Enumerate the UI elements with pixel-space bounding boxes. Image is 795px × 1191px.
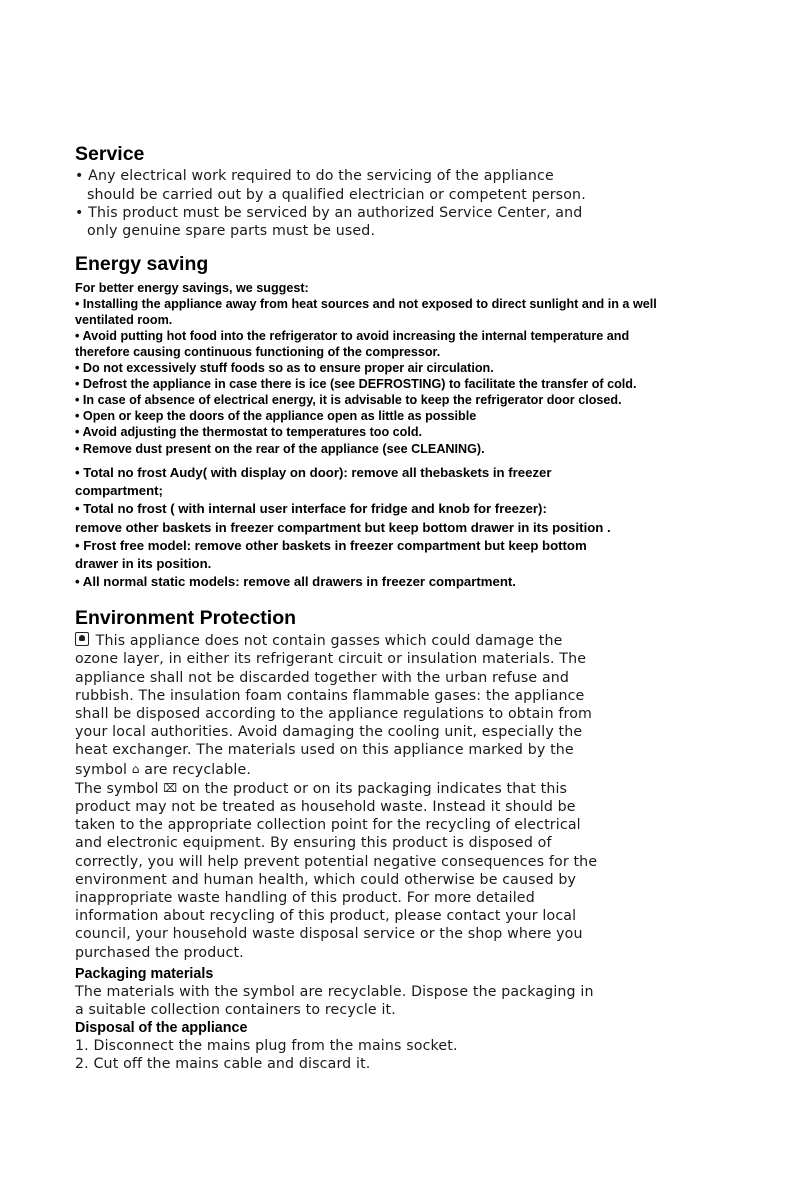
ozone-safe-icon [75, 632, 89, 646]
energy-line: • Defrost the appliance in case there is ice (see DEFROSTING) to facilitate the transfer of cold. [75, 377, 637, 392]
energy-line: • Do not excessively stuff foods so as to ensure proper air circulation. [75, 361, 494, 376]
freezer-note-line: • Total no frost Audy( with display on door): remove all thebaskets in freezer [75, 464, 552, 480]
packaging-heading: Packaging materials [75, 965, 214, 982]
service-heading: Service [75, 143, 145, 165]
freezer-note-line: • Frost free model: remove other baskets in freezer compartment but keep bottom [75, 537, 587, 553]
environment-line: The symbol [75, 780, 164, 797]
environment-heading: Environment Protection [75, 606, 297, 629]
environment-line: on the product or on its packaging indicates that this [177, 780, 568, 797]
energy-line: ventilated room. [75, 312, 173, 327]
recycle-mark-icon: ⌂ [131, 761, 140, 776]
energy-tips [75, 280, 765, 457]
freezer-basket-notes [75, 464, 765, 592]
disposal-step: 2. Cut off the mains cable and discard it. [75, 1056, 371, 1073]
service-line: • Any electrical work required to do the servicing of the appliance [75, 168, 554, 185]
environment-line: ozone layer, in either its refrigerant circuit or insulation materials. The [75, 651, 587, 668]
energy-line: therefore causing continuous functioning of the compressor. [75, 344, 441, 359]
energy-line: • Installing the appliance away from heat sources and not exposed to direct sunlight and in a well [75, 296, 657, 311]
environment-line: appliance shall not be discarded together with the urban refuse and [75, 669, 570, 686]
energy-line: For better energy savings, we suggest: [75, 280, 309, 295]
freezer-note-line: • All normal static models: remove all drawers in freezer compartment. [75, 574, 516, 590]
environment-line: symbol [75, 761, 132, 778]
freezer-note-line: remove other baskets in freezer compartment but keep bottom drawer in its position . [75, 519, 611, 535]
energy-line: • Open or keep the doors of the appliance open as little as possible [75, 409, 477, 424]
packaging-line: The materials with the symbol are recyclable. Dispose the packaging in [75, 983, 594, 1000]
weee-bin-icon: ⌧ [163, 780, 178, 795]
freezer-note-line: compartment; [75, 482, 163, 498]
environment-line: information about recycling of this product, please contact your local [75, 908, 577, 925]
service-line: should be carried out by a qualified electrician or competent person. [87, 186, 586, 203]
packaging-line: a suitable collection containers to recycle it. [75, 1001, 396, 1018]
freezer-note-line: • Total no frost ( with internal user interface for fridge and knob for freezer): [75, 501, 547, 517]
environment-line: your local authorities. Avoid damaging the cooling unit, especially the [75, 724, 583, 741]
environment-line: shall be disposed according to the appliance regulations to obtain from [75, 705, 593, 722]
service-line: • This product must be serviced by an authorized Service Center, and [75, 204, 583, 221]
disposal-heading: Disposal of the appliance [75, 1020, 248, 1037]
environment-line: are recyclable. [139, 761, 252, 778]
environment-line: environment and human health, which could otherwise be caused by [75, 871, 577, 888]
service-line: only genuine spare parts must be used. [87, 223, 376, 239]
energy-heading: Energy saving [75, 253, 209, 276]
service-text [75, 167, 765, 240]
packaging-text [75, 983, 765, 1019]
environment-line: taken to the appropriate collection point for the recycling of electrical [75, 817, 581, 834]
energy-line: • In case of absence of electrical energy, it is advisable to keep the refrigerator door closed. [75, 393, 622, 408]
environment-line: correctly, you will help prevent potential negative consequences for the [75, 853, 598, 870]
freezer-note-line: drawer in its position. [75, 556, 212, 572]
environment-line: This appliance does not contain gasses which could damage the [91, 633, 563, 650]
environment-line: purchased the product. [75, 944, 244, 961]
energy-line: • Remove dust present on the rear of the appliance (see CLEANING). [75, 441, 485, 456]
environment-line: rubbish. The insulation foam contains flammable gases: the appliance [75, 687, 585, 704]
environment-line: council, your household waste disposal service or the shop where you [75, 926, 583, 943]
environment-text [75, 632, 765, 962]
environment-line: inappropriate waste handling of this product. For more detailed [75, 889, 535, 906]
disposal-step: 1. Disconnect the mains plug from the mains socket. [75, 1038, 458, 1055]
environment-line: and electronic equipment. By ensuring this product is disposed of [75, 835, 552, 852]
disposal-steps [75, 1037, 765, 1073]
manual-page [75, 143, 765, 1074]
energy-line: • Avoid adjusting the thermostat to temperatures too cold. [75, 425, 423, 440]
environment-line: product may not be treated as household waste. Instead it should be [75, 798, 576, 815]
energy-line: • Avoid putting hot food into the refrigerator to avoid increasing the internal temperature and [75, 328, 630, 343]
environment-line: heat exchanger. The materials used on this appliance marked by the [75, 742, 574, 759]
